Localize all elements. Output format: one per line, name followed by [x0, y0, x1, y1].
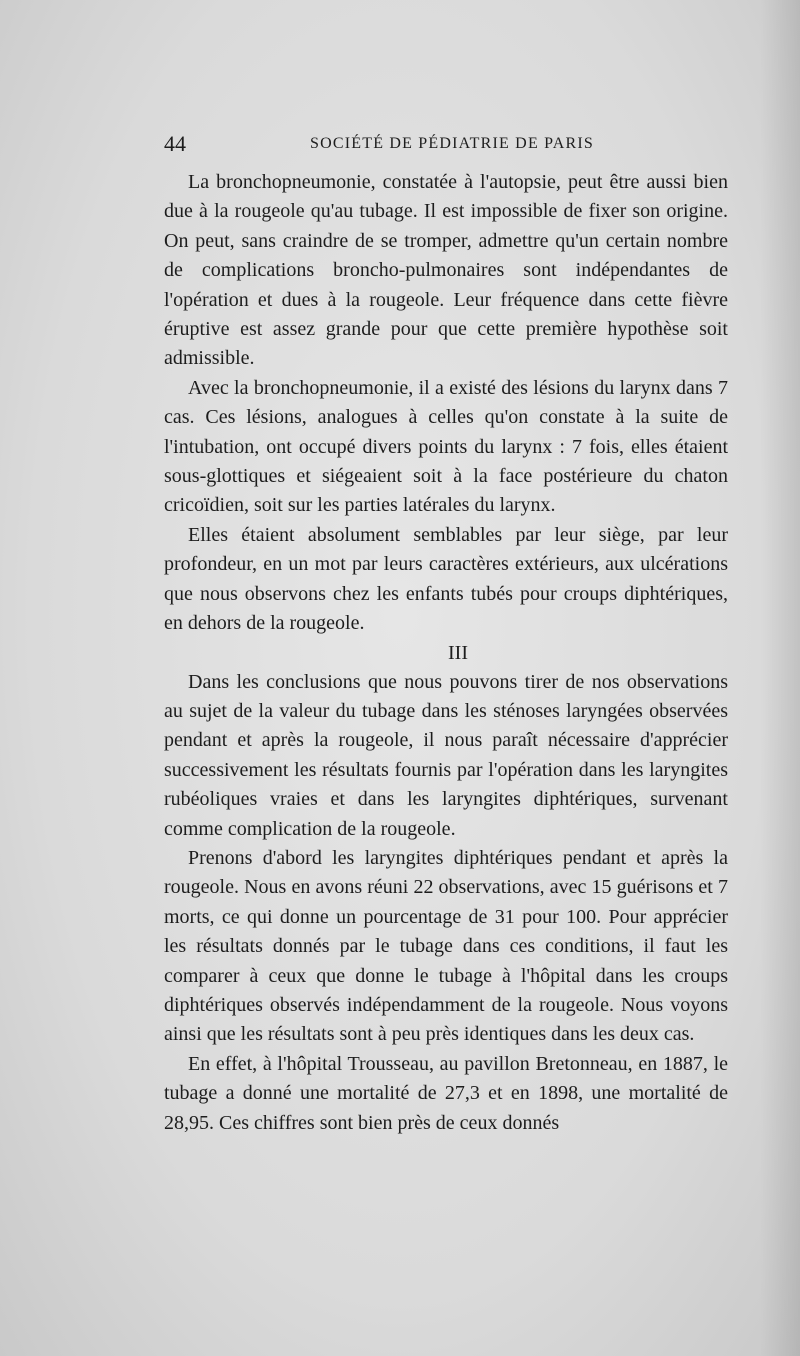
paragraph: La bronchopneumonie, constatée à l'autopsie, peut être aussi bien due à la rougeole qu'au tubage. Il est impossible de fixer son origine. On peut, sans craindre de se tromper, admettre qu'un certain nombre de complications broncho-pulmonaires sont indépendantes de l'opération et dues à la rougeole. Leur fréquence dans cette fièvre éruptive est assez grande pour que cette première hypothèse soit admissible. — [164, 171, 728, 370]
section-number: III — [448, 641, 468, 664]
body-text — [164, 168, 728, 1138]
paragraph: En effet, à l'hôpital Trousseau, au pavillon Bretonneau, en 1887, le tubage a donné une mortalité de 27,3 et en 1898, une mortalité de 28,95. Ces chiffres sont bien près de ceux donnés — [164, 1052, 728, 1134]
paragraph: Prenons d'abord les laryngites diphtériques pendant et après la rougeole. Nous en avons réuni 22 observations, avec 15 guérisons et 7 morts, ce qui donne un pourcentage de 31 pour 100. Pour apprécier les résultats donnés par le tubage dans ces conditions, il faut les comparer à ceux que donne le tubage à l'hôpital dans les croups diphtériques observés indépendamment de la rougeole. Nous voyons ainsi que les résultats sont à peu près identiques dans les deux cas. — [164, 846, 728, 1046]
paragraph: Dans les conclusions que nous pouvons tirer de nos observations au sujet de la valeur du tubage dans les sténoses laryngées observées pendant et après la rougeole, il nous paraît nécessaire d'apprécier successivement les résultats fournis par l'opération dans les laryngites rubéoliques vraies et dans les laryngites diphtériques, survenant comme complication de la rougeole. — [164, 670, 728, 840]
paragraph: Elles étaient absolument semblables par leur siège, par leur profondeur, en un mot par leurs caractères extérieurs, aux ulcérations que nous observons chez les enfants tubés pour croups diphtériques, en dehors de la rougeole. — [164, 523, 728, 635]
page-edge-shadow — [760, 0, 800, 1356]
running-head — [164, 130, 728, 158]
page-number: 44 — [164, 131, 186, 156]
journal-title: SOCIÉTÉ DE PÉDIATRIE DE PARIS — [310, 135, 594, 152]
paragraph: Avec la bronchopneumonie, il a existé des lésions du larynx dans 7 cas. Ces lésions, analogues à celles qu'on constate à la suite de l'intubation, ont occupé divers points du larynx : 7 fois, elles étaient sous-glottiques et siégeaient soit à la face postérieure du chaton cricoïdien, soit sur les parties latérales du larynx. — [164, 376, 728, 517]
